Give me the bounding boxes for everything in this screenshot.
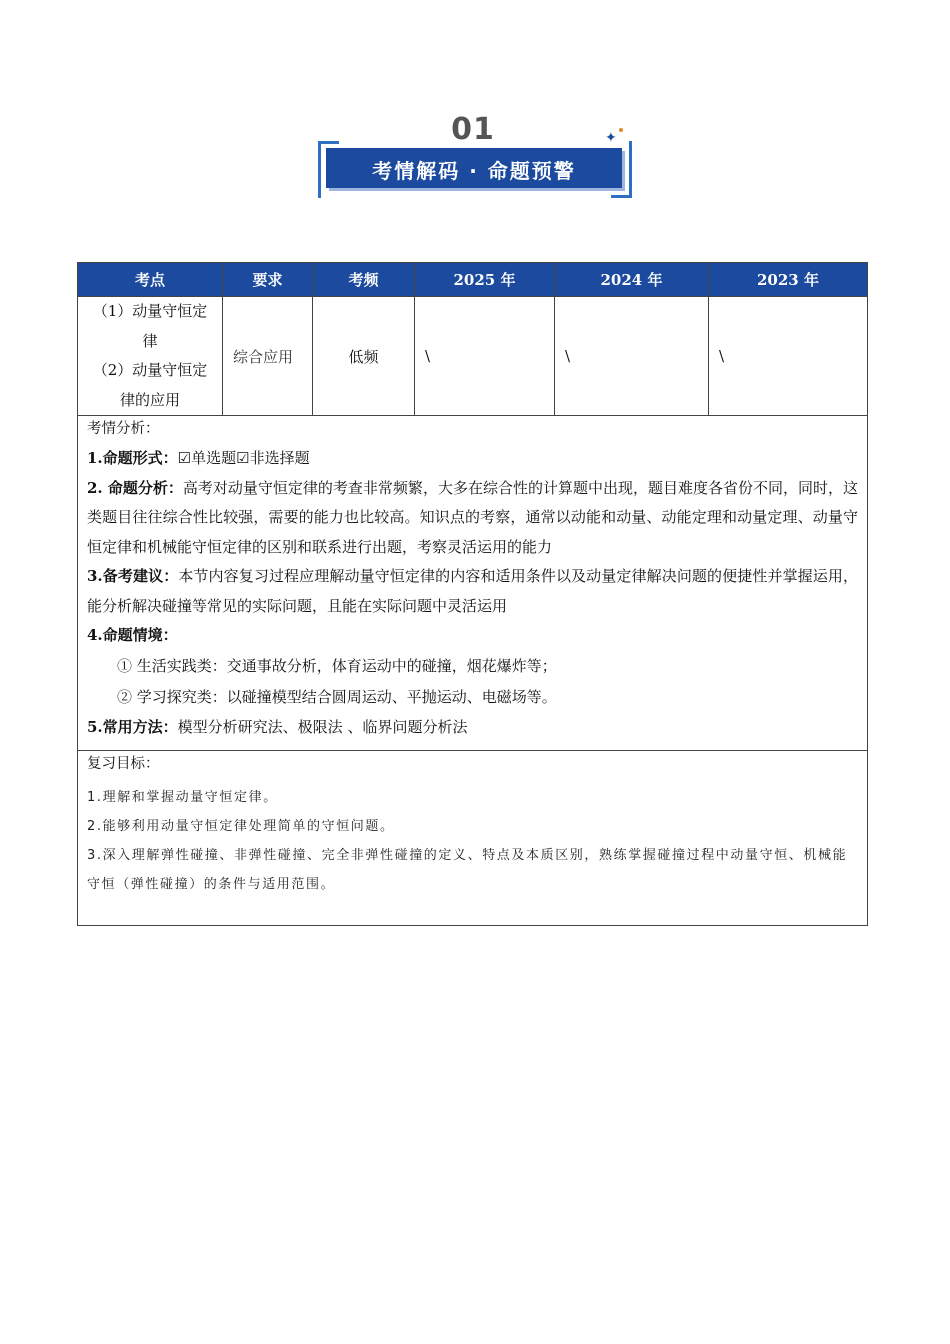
analysis-cell [78,416,868,751]
goal-item: 1.理解和掌握动量守恒定律。 [87,790,278,805]
col-header-2023: 2023 年 [709,263,868,297]
cell-kaopin: 低频 [313,297,415,416]
section-number: 01 [451,112,495,147]
sparkle-icon: ✦ [605,130,617,146]
analysis-methods [87,713,858,743]
col-header-2024: 2024 年 [555,263,709,297]
methods-label: 5.常用方法： [87,717,178,736]
analysis-row [78,416,868,751]
table-header-row [78,263,868,297]
col-header-kaopin: 考频 [313,263,415,297]
exam-analysis-table [77,262,868,926]
analysis-content [87,474,858,563]
kaodian-line: （2）动量守恒定 [92,361,208,379]
table-row [78,297,868,416]
kaodian-line: 律的应用 [119,390,180,409]
col-header-yaoqiu: 要求 [223,263,313,297]
cell-2025: \ [415,297,555,416]
cell-2024: \ [555,297,709,416]
analysis-context [87,621,858,651]
col-header-2025: 2025 年 [415,263,555,297]
analysis-form [87,444,858,474]
analysis-suggestion [87,562,858,621]
section-banner [326,148,622,188]
section-title: 考情解码 · 命题预警 [372,159,576,183]
goals-row [78,751,868,926]
cell-yaoqiu: 综合应用 [223,297,313,416]
content-label: 2. 命题分析： [87,478,183,497]
context-item: ① 生活实践类：交通事故分析，体育运动中的碰撞，烟花爆炸等； [117,656,557,675]
cell-2023: \ [709,297,868,416]
goals-cell [78,751,868,926]
content-text: 高考对动量守恒定律的考查非常频繁，大多在综合性的计算题中出现，题目难度各省份不同，同时，这类题目往往综合性比较强，需要的能力也比较高。知识点的考察，通常以动能和动量、动能定理和动量定理、动量守恒定律和机械能守恒定律的区别和联系进行出题，考察灵活运用的能力 [87,478,858,556]
kaodian-line: 律 [142,331,158,350]
kaodian-line: （1）动量守恒定 [92,302,208,320]
form-label: 1.命题形式： [87,449,178,467]
analysis-title: 考情分析： [87,421,160,437]
col-header-kaodian: 考点 [78,263,223,297]
section-header [315,110,635,200]
context-label: 4.命题情境： [87,626,178,644]
suggestion-text: 本节内容复习过程应理解动量守恒定律的内容和适用条件以及动量定律解决问题的便捷性并掌握运用，能分析解决碰撞等常见的实际问题，且能在实际问题中灵活运用 [87,567,858,615]
cell-kaodian [78,297,223,416]
context-item: ② 学习探究类：以碰撞模型结合圆周运动、平抛运动、电磁场等。 [117,687,557,706]
goal-item: 2.能够利用动量守恒定律处理简单的守恒问题。 [87,819,395,834]
suggestion-label: 3.备考建议： [87,567,179,585]
orange-dot-decoration [619,128,623,132]
goal-item: 3.深入理解弹性碰撞、非弹性碰撞、完全非弹性碰撞的定义、特点及本质区别，熟练掌握碰撞过程中动量守恒、机械能守恒（弹性碰撞）的条件与适用范围。 [87,848,848,892]
form-text: ☑单选题☑非选择题 [177,449,310,467]
methods-text: 模型分析研究法、极限法 、临界问题分析法 [177,717,468,736]
goals-title: 复习目标： [87,756,160,772]
